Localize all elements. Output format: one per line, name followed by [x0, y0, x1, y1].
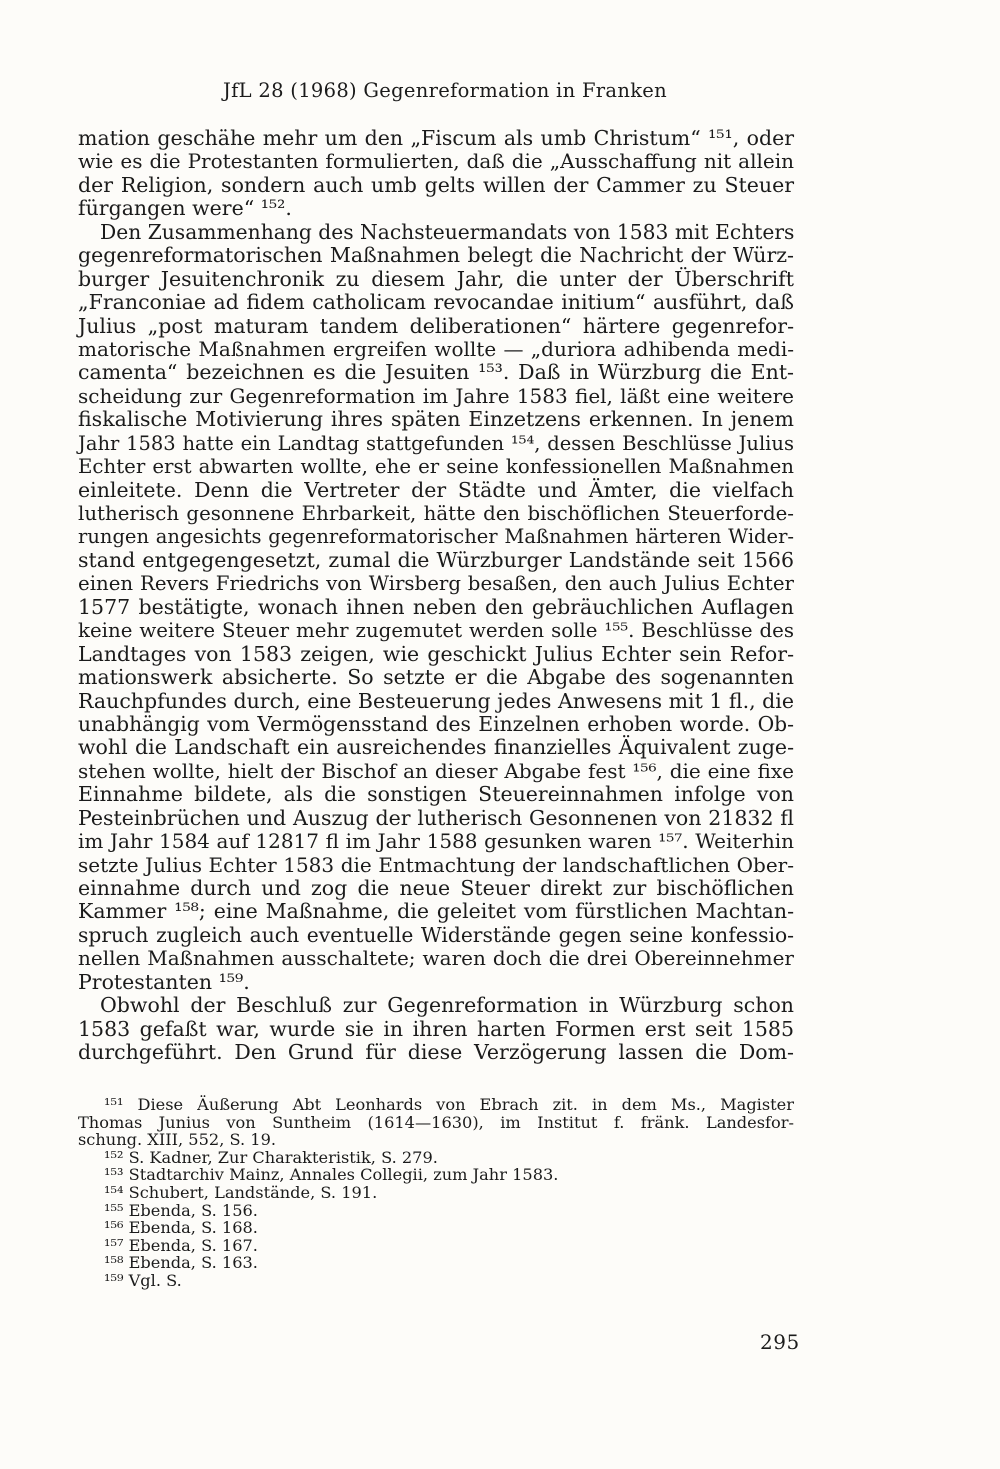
text-line: setzte Julius Echter 1583 die Entmachtung der landschaftlichen Ober-: [78, 852, 794, 877]
text-line: wie es die Protestanten formulierten, daß die „Ausschaffung nit allein: [78, 149, 794, 174]
running-head: JfL 28 (1968) Gegenreformation in Franken: [223, 79, 668, 102]
text-line: lutherisch gesonnene Ehrbarkeit, hätte den bischöflichen Steuerforde-: [78, 502, 794, 525]
text-line: Jahr 1583 hatte ein Landtag stattgefunden ¹⁵⁴, dessen Beschlüsse Julius: [78, 431, 794, 455]
text-line: camenta“ bezeichnen es die Jesuiten ¹⁵³. Daß in Würzburg die Ent-: [78, 360, 794, 385]
text-line: spruch zugleich auch eventuelle Widerstände gegen seine konfessio-: [78, 922, 794, 947]
footnote-line: ¹⁵³ Stadtarchiv Mainz, Annales Collegii, zum Jahr 1583.: [104, 1165, 559, 1185]
text-line: im Jahr 1584 auf 12817 fl im Jahr 1588 gesunken waren ¹⁵⁷. Weiterhin: [78, 829, 794, 854]
text-line: Julius „post maturam tandem deliberationen“ härtere gegenrefor-: [78, 313, 794, 338]
footnote-line: ¹⁵⁹ Vgl. S.: [104, 1270, 182, 1290]
footnote-line: ¹⁵⁸ Ebenda, S. 163.: [104, 1253, 258, 1273]
text-line: Protestanten ¹⁵⁹.: [78, 969, 250, 994]
text-line: Pesteinbrüchen und Auszug der lutherisch Gesonnenen von 21832 fl: [78, 805, 794, 830]
footnote-line: ¹⁵⁵ Ebenda, S. 156.: [104, 1200, 258, 1220]
text-line: nellen Maßnahmen ausschaltete; waren doch die drei Obereinnehmer: [78, 946, 794, 971]
text-line: stehen wollte, hielt der Bischof an dieser Abgabe fest ¹⁵⁶, die eine fixe: [78, 758, 794, 783]
text-line: burger Jesuitenchronik zu diesem Jahr, die unter der Überschrift: [78, 266, 794, 291]
footnote-line: ¹⁵⁶ Ebenda, S. 168.: [104, 1218, 258, 1238]
text-line: einleitete. Denn die Vertreter der Städte und Ämter, die vielfach: [78, 477, 794, 502]
text-line: einen Revers Friedrichs von Wirsberg besaßen, den auch Julius Echter: [78, 572, 794, 596]
text-line: Obwohl der Beschluß zur Gegenreformation in Würzburg schon: [100, 993, 794, 1018]
text-line: keine weitere Steuer mehr zugemutet werden solle ¹⁵⁵. Beschlüsse des: [78, 619, 794, 643]
text-line: Den Zusammenhang des Nachsteuermandats von 1583 mit Echters: [100, 219, 795, 244]
footnote-line: ¹⁵² S. Kadner, Zur Charakteristik, S. 279.: [104, 1147, 438, 1167]
text-line: scheidung zur Gegenreformation im Jahre 1583 fiel, läßt eine weitere: [78, 383, 794, 408]
text-line: fiskalische Motivierung ihres späten Einzetzens erkennen. In jenem: [78, 407, 794, 432]
text-line: mation geschähe mehr um den „Fiscum als umb Christum“ ¹⁵¹, oder: [78, 126, 794, 150]
text-line: 1583 gefaßt war, wurde sie in ihren harten Formen erst seit 1585: [78, 1016, 794, 1041]
footnote-line: ¹⁵¹ Diese Äußerung Abt Leonhards von Ebrach zit. in dem Ms., Magister: [104, 1095, 794, 1114]
text-line: gegenreformatorischen Maßnahmen belegt die Nachricht der Würz-: [78, 243, 794, 268]
text-line: 1577 bestätigte, wonach ihnen neben den gebräuchlichen Auflagen: [78, 594, 794, 619]
text-line: Landtages von 1583 zeigen, wie geschickt Julius Echter sein Refor-: [78, 641, 794, 666]
text-line: wohl die Landschaft ein ausreichendes finanzielles Äquivalent zuge-: [78, 735, 794, 760]
page-number: 295: [760, 1330, 800, 1354]
text-line: matorische Maßnahmen ergreifen wollte — „duriora adhibenda medi-: [78, 336, 794, 361]
text-line: Einnahme bildete, als die sonstigen Steuereinnahmen infolge von: [78, 782, 794, 807]
text-line: Echter erst abwarten wollte, ehe er seine konfessionellen Maßnahmen: [78, 455, 794, 479]
text-line: rungen angesichts gegenreformatorischer Maßnahmen härteren Wider-: [78, 525, 794, 549]
text-line: „Franconiae ad fidem catholicam revocandae initium“ ausführt, daß: [78, 290, 794, 315]
body-text: [78, 127, 794, 1065]
footnote-line: ¹⁵⁷ Ebenda, S. 167.: [104, 1235, 258, 1255]
text-line: einnahme durch und zog die neue Steuer direkt zur bischöflichen: [78, 876, 794, 900]
footnote-line: schung. XIII, 552, S. 19.: [78, 1130, 277, 1150]
text-line: der Religion, sondern auch umb gelts willen der Cammer zu Steuer: [78, 172, 794, 197]
text-line: durchgeführt. Den Grund für diese Verzögerung lassen die Dom-: [78, 1040, 794, 1065]
footnotes: [78, 1096, 794, 1290]
text-line: mationswerk absicherte. So setzte er die Abgabe des sogenannten: [78, 665, 794, 690]
text-line: fürgangen were“ ¹⁵².: [78, 196, 292, 221]
text-line: stand entgegengesetzt, zumal die Würzburger Landstände seit 1566: [78, 547, 794, 572]
footnote-line: Thomas Junius von Suntheim (1614—1630), im Institut f. fränk. Landesfor-: [78, 1112, 794, 1132]
text-line: unabhängig vom Vermögensstand des Einzelnen erhoben worde. Ob-: [78, 711, 794, 736]
text-line: Rauchpfundes durch, eine Besteuerung jedes Anwesens mit 1 fl., die: [78, 688, 794, 713]
text-line: Kammer ¹⁵⁸; eine Maßnahme, die geleitet vom fürstlichen Machtan-: [78, 899, 794, 924]
footnote-line: ¹⁵⁴ Schubert, Landstände, S. 191.: [104, 1182, 378, 1202]
